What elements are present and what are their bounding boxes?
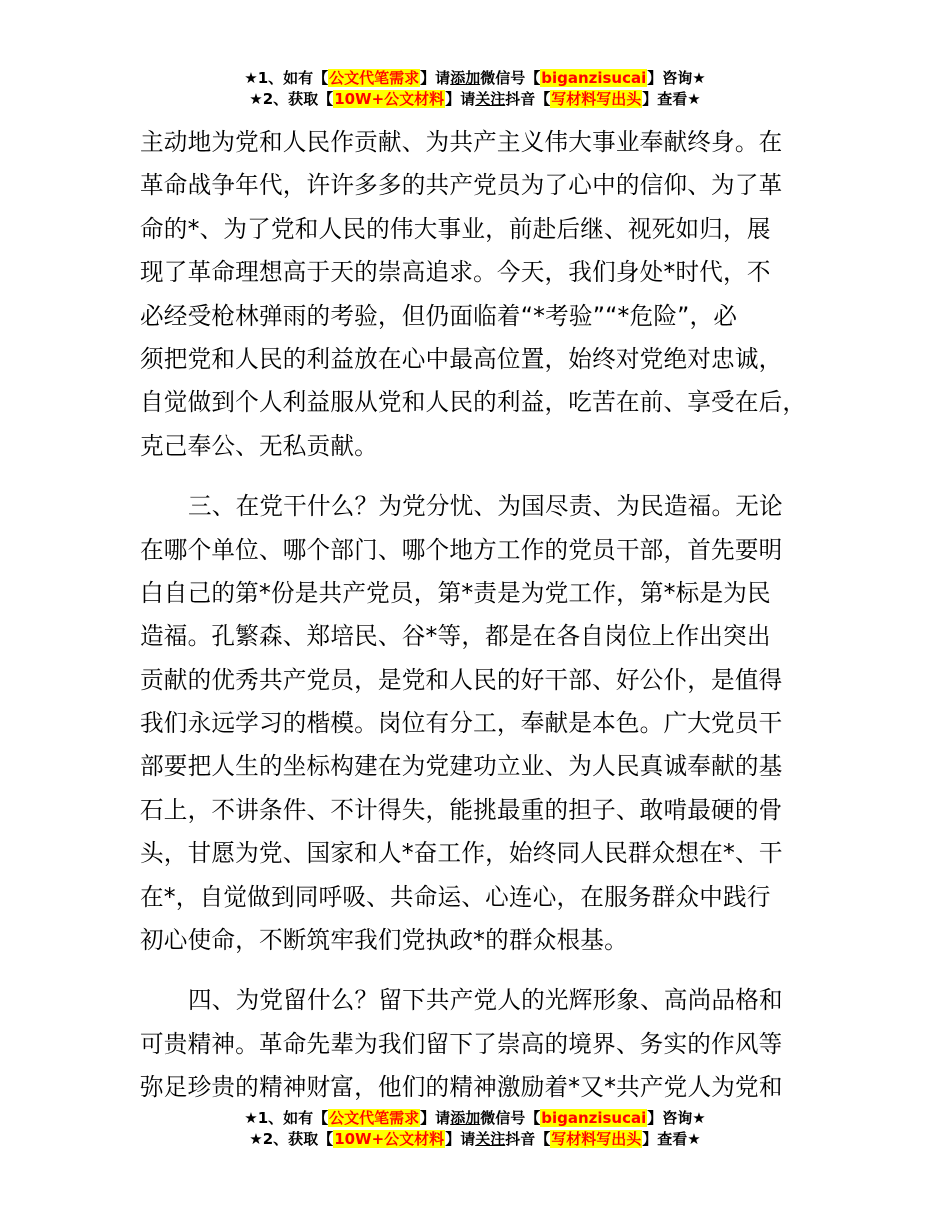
text-line: 头，甘愿为党、国家和人*奋工作，始终同人民群众想在*、干 bbox=[140, 839, 783, 868]
text-line: 白自己的第*份是共产党员，第*责是为党工作，第*标是为民 bbox=[140, 578, 771, 607]
text-line: 须把党和人民的利益放在心中最高位置，始终对党绝对忠诚， bbox=[140, 344, 783, 373]
highlight-douyin-id: 写材料写出头 bbox=[551, 90, 642, 108]
text-line: 现了革命理想高于天的崇高追求。今天，我们身处*时代，不 bbox=[140, 258, 771, 287]
banner-emphasis: 添加 bbox=[450, 1109, 481, 1127]
highlight-wechat-id: biganzisucai bbox=[541, 1109, 647, 1127]
banner-text: 】查看★ bbox=[642, 1130, 701, 1148]
paragraph-spacer bbox=[140, 468, 840, 485]
banner-text: 】请 bbox=[420, 69, 451, 87]
text-line: 弥足珍贵的精神财富，他们的精神激励着*又*共产党人为党和 bbox=[140, 1073, 783, 1102]
highlight-service: 公文代笔需求 bbox=[329, 69, 420, 87]
header-banner bbox=[0, 68, 950, 110]
banner-text: 】请 bbox=[420, 1109, 451, 1127]
text-line: 石上，不讲条件、不计得失，能挑最重的担子、敢啃最硬的骨 bbox=[140, 795, 783, 824]
text-line: 部要把人生的坐标构建在为党建功立业、为人民真诚奉献的基 bbox=[140, 752, 783, 781]
text-line: 在哪个单位、哪个部门、哪个地方工作的党员干部，首先要明 bbox=[140, 535, 783, 564]
banner-line-1 bbox=[0, 1108, 950, 1129]
text-line: 我们永远学习的楷模。岗位有分工，奉献是本色。广大党员干 bbox=[140, 709, 783, 738]
text-line: 四、为党留什么？留下共产党人的光辉形象、高尚品格和 bbox=[188, 986, 783, 1015]
banner-line-2 bbox=[0, 89, 950, 110]
banner-text: 】请 bbox=[445, 90, 476, 108]
banner-text: 微信号【 bbox=[480, 69, 541, 87]
highlight-douyin-id: 写材料写出头 bbox=[551, 1130, 642, 1148]
paragraph-section-four bbox=[140, 979, 840, 1109]
footer-banner bbox=[0, 1108, 950, 1150]
banner-text: 】咨询★ bbox=[647, 69, 706, 87]
text-line: 自觉做到个人利益服从党和人民的利益，吃苦在前、享受在后， bbox=[140, 388, 807, 417]
banner-line-1 bbox=[0, 68, 950, 89]
banner-emphasis: 关注 bbox=[475, 1130, 506, 1148]
highlight-wechat-id: biganzisucai bbox=[541, 69, 647, 87]
banner-emphasis: 添加 bbox=[450, 69, 481, 87]
banner-text: 抖音【 bbox=[505, 90, 551, 108]
text-line: 革命战争年代，许许多多的共产党员为了心中的信仰、为了革 bbox=[140, 171, 783, 200]
document-body bbox=[140, 121, 840, 1110]
text-line: 主动地为党和人民作贡献、为共产主义伟大事业奉献终身。在 bbox=[140, 128, 783, 156]
text-line: 命的*、为了党和人民的伟大事业，前赴后继、视死如归，展 bbox=[140, 214, 771, 243]
paragraph-spacer bbox=[140, 962, 840, 979]
banner-text: ★1、如有【 bbox=[244, 69, 329, 87]
banner-text: 微信号【 bbox=[480, 1109, 541, 1127]
banner-text: ★2、获取【 bbox=[249, 90, 334, 108]
text-line: 在*，自觉做到同呼吸、共命运、心连心，在服务群众中践行 bbox=[140, 882, 771, 911]
text-line: 初心使命，不断筑牢我们党执政*的群众根基。 bbox=[140, 926, 628, 955]
text-line: 三、在党干什么？为党分忧、为国尽责、为民造福。无论 bbox=[188, 492, 783, 521]
banner-text: 】咨询★ bbox=[647, 1109, 706, 1127]
highlight-materials: 10W+公文材料 bbox=[334, 90, 445, 108]
text-line: 必经受枪林弹雨的考验，但仍面临着“*考验”“*危险”，必 bbox=[140, 301, 738, 330]
highlight-materials: 10W+公文材料 bbox=[334, 1130, 445, 1148]
banner-line-2 bbox=[0, 1129, 950, 1150]
banner-text: 】查看★ bbox=[642, 90, 701, 108]
text-line: 造福。孔繁森、郑培民、谷*等，都是在各自岗位上作出突出 bbox=[140, 622, 771, 651]
highlight-service: 公文代笔需求 bbox=[329, 1109, 420, 1127]
banner-text: ★1、如有【 bbox=[244, 1109, 329, 1127]
banner-text: ★2、获取【 bbox=[249, 1130, 334, 1148]
paragraph bbox=[140, 121, 840, 468]
banner-text: 抖音【 bbox=[505, 1130, 551, 1148]
paragraph-section-three bbox=[140, 485, 840, 962]
banner-text: 】请 bbox=[445, 1130, 476, 1148]
banner-emphasis: 关注 bbox=[475, 90, 506, 108]
text-line: 克己奉公、无私贡献。 bbox=[140, 431, 378, 460]
text-line: 贡献的优秀共产党员，是党和人民的好干部、好公仆，是值得 bbox=[140, 665, 783, 694]
text-line: 可贵精神。革命先辈为我们留下了崇高的境界、务实的作风等 bbox=[140, 1029, 783, 1058]
